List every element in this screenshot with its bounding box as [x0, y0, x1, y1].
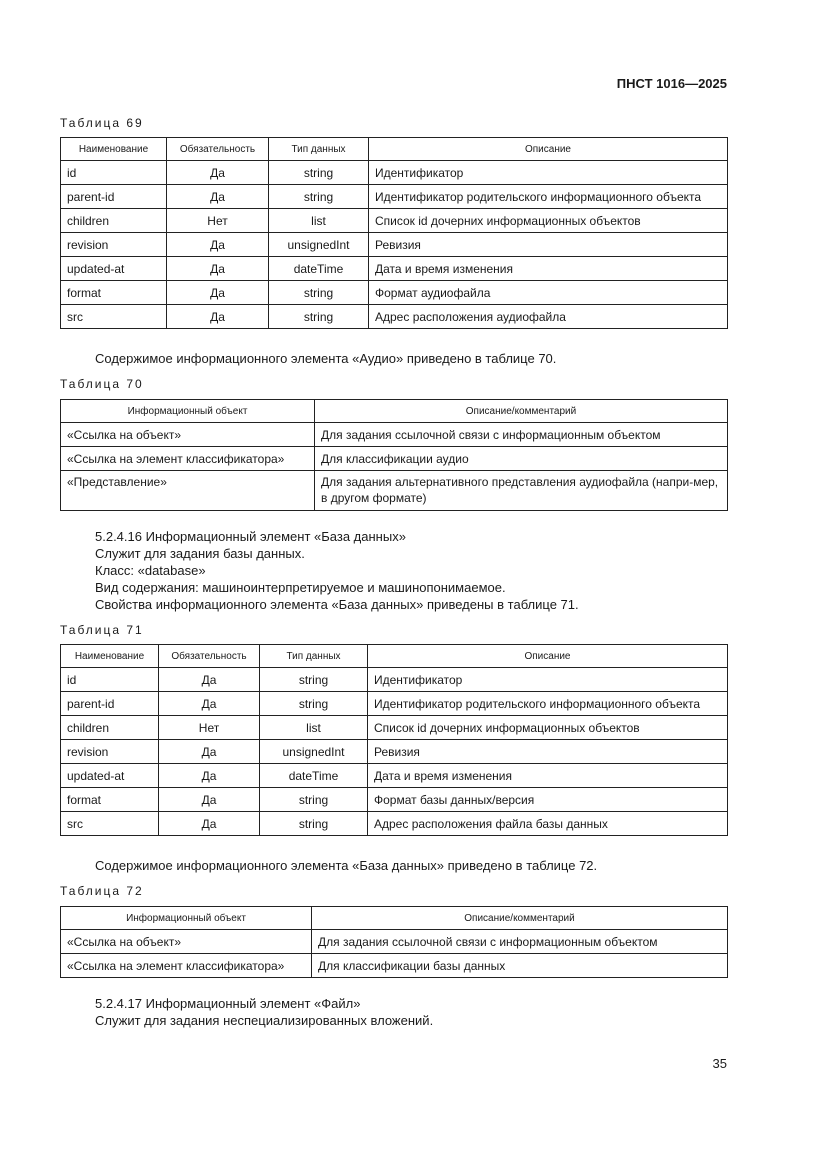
- paragraph: Свойства информационного элемента «База данных» приведены в таблице 71.: [95, 597, 579, 612]
- table-cell: updated-at: [61, 257, 167, 281]
- paragraph: Содержимое информационного элемента «Аудио» приведено в таблице 70.: [95, 351, 557, 366]
- table-cell: Ревизия: [368, 740, 728, 764]
- paragraph: Служит для задания базы данных.: [95, 546, 305, 561]
- column-header: Обязательность: [167, 138, 269, 161]
- table-header-row: [61, 138, 728, 161]
- table-cell: «Ссылка на объект»: [61, 423, 315, 447]
- table-cell: Адрес расположения аудиофайла: [369, 305, 728, 329]
- table-cell: Да: [167, 233, 269, 257]
- table-cell: Список id дочерних информационных объектов: [369, 209, 728, 233]
- table-cell: Формат аудиофайла: [369, 281, 728, 305]
- column-header: Информационный объект: [61, 907, 312, 930]
- table-row: [61, 954, 728, 978]
- table-row: [61, 257, 728, 281]
- table-cell: revision: [61, 740, 159, 764]
- table-cell: «Представление»: [61, 471, 315, 511]
- table-cell: Список id дочерних информационных объектов: [368, 716, 728, 740]
- table-cell: Ревизия: [369, 233, 728, 257]
- table-row: [61, 209, 728, 233]
- table-cell: Формат базы данных/версия: [368, 788, 728, 812]
- paragraph: Содержимое информационного элемента «База данных» приведено в таблице 72.: [95, 858, 598, 873]
- table-cell: Да: [167, 281, 269, 305]
- table-row: [61, 423, 728, 447]
- table-cell: string: [269, 281, 369, 305]
- column-header: Информационный объект: [61, 400, 315, 423]
- table-row: [61, 812, 728, 836]
- table-cell: «Ссылка на элемент классификатора»: [61, 447, 315, 471]
- table-cell: list: [260, 716, 368, 740]
- table-69: [60, 137, 728, 329]
- table-row: [61, 447, 728, 471]
- table-cell: «Ссылка на объект»: [61, 930, 312, 954]
- table-cell: Да: [167, 161, 269, 185]
- table-69-caption: Таблица 69: [60, 116, 144, 130]
- table-cell: revision: [61, 233, 167, 257]
- table-cell: «Ссылка на элемент классификатора»: [61, 954, 312, 978]
- table-cell: Да: [167, 257, 269, 281]
- table-header-row: [61, 400, 728, 423]
- table-cell: Да: [167, 185, 269, 209]
- table-row: [61, 764, 728, 788]
- table-70: [60, 399, 728, 511]
- table-cell: unsignedInt: [260, 740, 368, 764]
- table-cell: string: [260, 668, 368, 692]
- table-cell: Да: [159, 668, 260, 692]
- table-cell: Идентификатор родительского информационного объекта: [369, 185, 728, 209]
- table-cell: id: [61, 161, 167, 185]
- table-cell: dateTime: [260, 764, 368, 788]
- table-cell: Нет: [167, 209, 269, 233]
- table-cell: dateTime: [269, 257, 369, 281]
- table-cell: updated-at: [61, 764, 159, 788]
- table-row: [61, 692, 728, 716]
- paragraph: Класс: «database»: [95, 563, 206, 578]
- table-72-caption: Таблица 72: [60, 884, 144, 898]
- table-row: [61, 740, 728, 764]
- table-cell: string: [260, 788, 368, 812]
- table-cell: src: [61, 305, 167, 329]
- column-header: Наименование: [61, 645, 159, 668]
- table-cell: string: [260, 812, 368, 836]
- table-71: [60, 644, 728, 836]
- table-cell: Да: [167, 305, 269, 329]
- table-cell: string: [269, 185, 369, 209]
- table-cell: list: [269, 209, 369, 233]
- table-cell: string: [269, 161, 369, 185]
- table-cell: Идентификатор: [368, 668, 728, 692]
- column-header: Описание: [368, 645, 728, 668]
- table-cell: Идентификатор родительского информационного объекта: [368, 692, 728, 716]
- table-row: [61, 716, 728, 740]
- table-cell: src: [61, 812, 159, 836]
- table-cell: parent-id: [61, 692, 159, 716]
- column-header: Описание/комментарий: [315, 400, 728, 423]
- section-heading: 5.2.4.17 Информационный элемент «Файл»: [95, 996, 361, 1011]
- table-70-caption: Таблица 70: [60, 377, 144, 391]
- table-71-caption: Таблица 71: [60, 623, 144, 637]
- table-cell: Для классификации аудио: [315, 447, 728, 471]
- document-id: ПНСТ 1016—2025: [616, 76, 727, 91]
- table-cell: parent-id: [61, 185, 167, 209]
- table-row: [61, 668, 728, 692]
- table-row: [61, 185, 728, 209]
- table-cell: string: [260, 692, 368, 716]
- section-heading: 5.2.4.16 Информационный элемент «База данных»: [95, 529, 406, 544]
- table-cell: Для задания альтернативного представления аудиофайла (напри-мер, в другом формате): [315, 471, 728, 511]
- table-cell: format: [61, 281, 167, 305]
- table-cell: format: [61, 788, 159, 812]
- table-cell: Идентификатор: [369, 161, 728, 185]
- table-cell: Дата и время изменения: [369, 257, 728, 281]
- column-header: Описание: [369, 138, 728, 161]
- table-row: [61, 471, 728, 511]
- table-cell: Дата и время изменения: [368, 764, 728, 788]
- table-cell: children: [61, 716, 159, 740]
- column-header: Наименование: [61, 138, 167, 161]
- table-cell: Да: [159, 740, 260, 764]
- table-72: [60, 906, 728, 978]
- table-cell: unsignedInt: [269, 233, 369, 257]
- table-row: [61, 788, 728, 812]
- column-header: Тип данных: [269, 138, 369, 161]
- table-cell: Для задания ссылочной связи с информационным объектом: [315, 423, 728, 447]
- column-header: Тип данных: [260, 645, 368, 668]
- table-row: [61, 930, 728, 954]
- table-row: [61, 305, 728, 329]
- table-cell: Да: [159, 692, 260, 716]
- paragraph: Вид содержания: машиноинтерпретируемое и машинопонимаемое.: [95, 580, 506, 595]
- table-cell: Для классификации базы данных: [312, 954, 728, 978]
- table-header-row: [61, 645, 728, 668]
- table-cell: children: [61, 209, 167, 233]
- page-number: 35: [712, 1056, 727, 1071]
- table-cell: Адрес расположения файла базы данных: [368, 812, 728, 836]
- table-header-row: [61, 907, 728, 930]
- table-row: [61, 281, 728, 305]
- table-cell: id: [61, 668, 159, 692]
- column-header: Описание/комментарий: [312, 907, 728, 930]
- table-row: [61, 161, 728, 185]
- table-cell: Да: [159, 788, 260, 812]
- paragraph: Служит для задания неспециализированных вложений.: [95, 1013, 434, 1028]
- table-cell: Для задания ссылочной связи с информационным объектом: [312, 930, 728, 954]
- table-cell: string: [269, 305, 369, 329]
- table-row: [61, 233, 728, 257]
- column-header: Обязательность: [159, 645, 260, 668]
- table-cell: Нет: [159, 716, 260, 740]
- table-cell: Да: [159, 764, 260, 788]
- table-cell: Да: [159, 812, 260, 836]
